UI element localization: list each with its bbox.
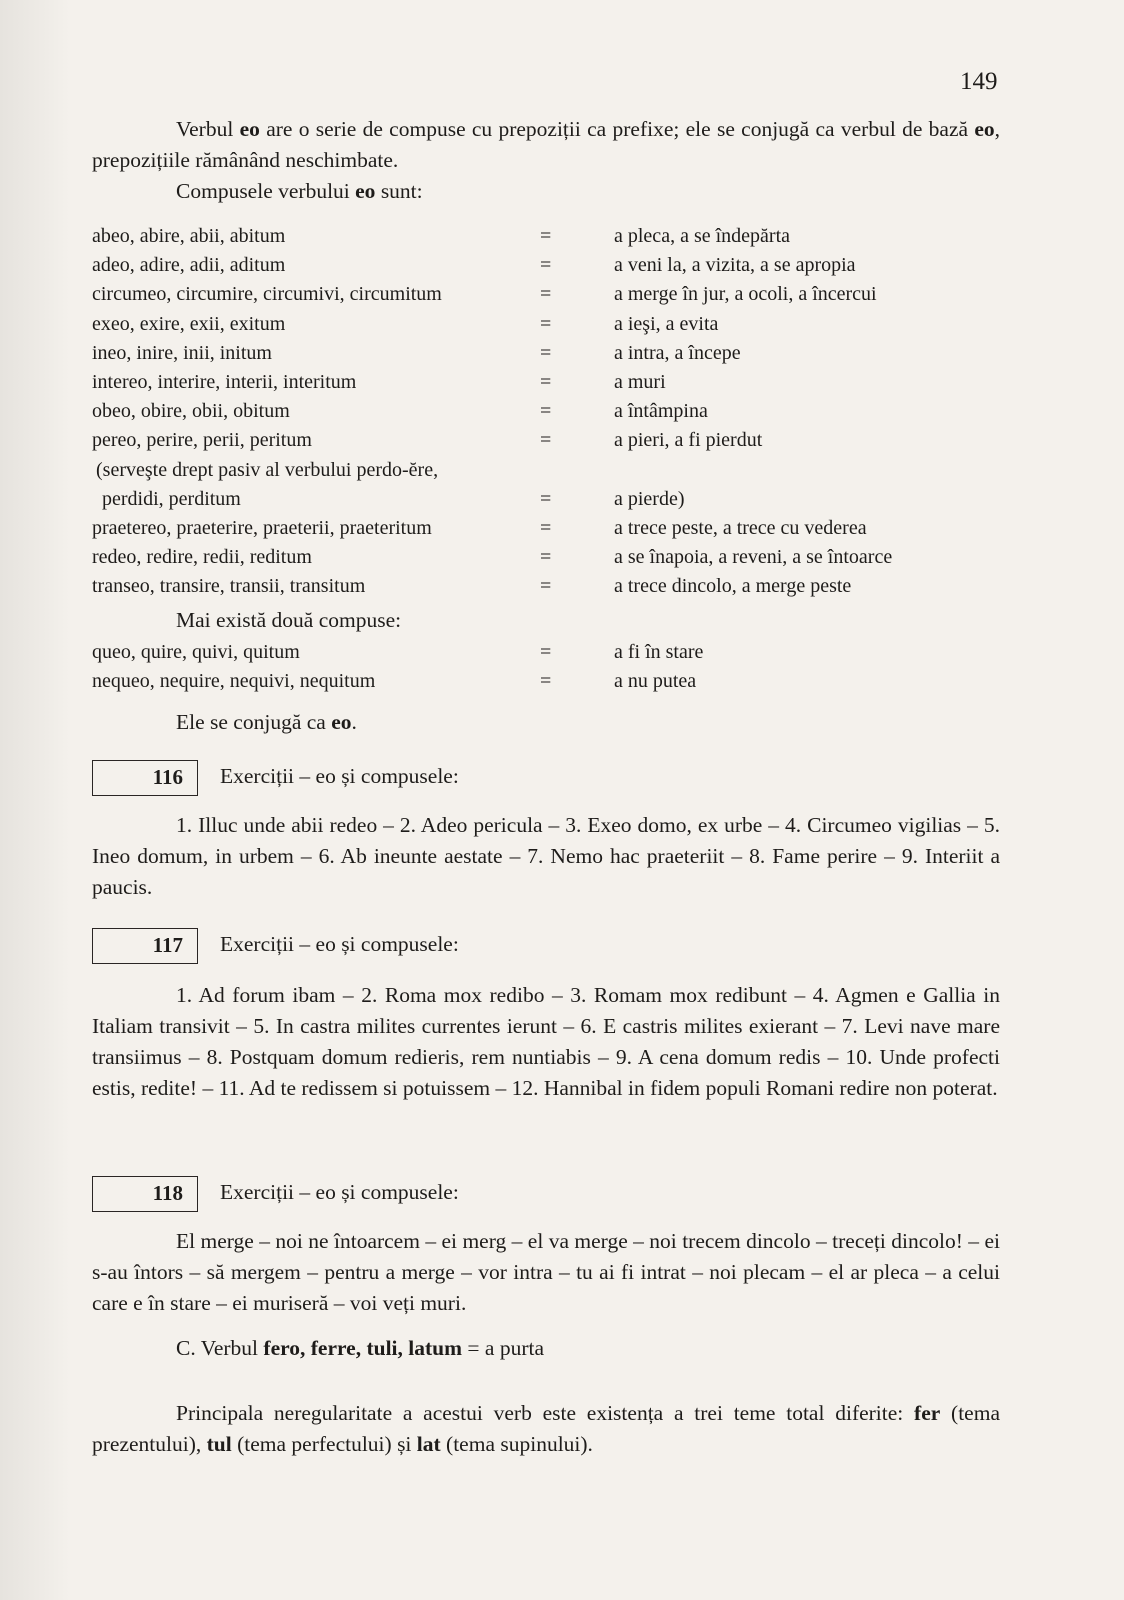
compound-row	[92, 280, 992, 309]
principal-text: Principala neregularitate a acestui verb este existența a trei teme total diferite:	[176, 1401, 915, 1425]
latin-form: abeo, abire, abii, abitum	[92, 225, 286, 247]
compound-row	[92, 514, 992, 543]
exercise-title: Exerciții – eo și compusele:	[220, 764, 459, 788]
principal-text: (tema prezentului),	[92, 1401, 1000, 1456]
exercise-text: 1. Ad forum ibam – 2. Roma mox redibo – 3. Romam mox redibunt – 4. Agmen e Gallia in Italiam transivit – 5. In castra milites currentes ierunt – 6. E castris milites exierant – 7. Levi nave mare transiimus – 8. Postquam domum redieris, rem nuntiabis – 9. A cena domum redis – 10. Unde profecti estis, redite! – 11. Ad te redissem si potuissem – 12. Hannibal in fidem populi Romani redire non poterat.	[92, 983, 1000, 1100]
latin-form: perdidi, perditum	[102, 487, 241, 510]
equals-sign: =	[540, 400, 552, 423]
principal-paragraph	[92, 1398, 1000, 1460]
compound-row	[92, 638, 992, 667]
intro-text: Verbul	[176, 117, 240, 141]
latin-form: pereo, perire, perii, peritum	[92, 429, 312, 452]
latin-form: (serveşte drept pasiv al verbului perdo-ĕre,	[96, 458, 439, 481]
compound-row	[92, 667, 992, 696]
romanian-meaning: a se înapoia, a reveni, a se întoarce	[614, 546, 893, 569]
romanian-meaning: a fi în stare	[614, 641, 704, 663]
compound-row	[92, 572, 992, 601]
conjugate-note-text: .	[351, 710, 357, 734]
latin-form: queo, quire, quivi, quitum	[92, 641, 300, 663]
latin-form: exeo, exire, exii, exitum	[92, 312, 286, 335]
principal-text: (tema supinului).	[440, 1432, 593, 1456]
romanian-meaning: a întâmpina	[614, 400, 708, 423]
intro-verb: eo	[974, 117, 995, 141]
equals-sign: =	[540, 487, 552, 510]
exercise-text: El merge – noi ne întoarcem – ei merg – el va merge – noi trecem dincolo – treceți dincolo! – ei s-au întors – să mergem – pentru a merge – vor intra – tu ai fi intrat – noi plecam – el ar pleca – a celui care e în stare – ei muriseră – voi veți muri.	[92, 1229, 1000, 1315]
compound-row	[92, 368, 992, 397]
latin-form: circumeo, circumire, circumivi, circumitum	[92, 283, 442, 306]
latin-form: ineo, inire, inii, initum	[92, 341, 272, 364]
romanian-meaning: a nu putea	[614, 670, 697, 693]
equals-sign: =	[540, 312, 552, 335]
romanian-meaning: a pieri, a fi pierdut	[614, 429, 763, 452]
compound-row	[92, 251, 992, 280]
compounds-table	[92, 222, 992, 601]
romanian-meaning: a ieşi, a evita	[614, 312, 719, 335]
exercise-title: Exerciții – eo și compusele:	[220, 1180, 459, 1204]
romanian-meaning: a pierde)	[614, 487, 685, 510]
compound-row	[92, 222, 992, 251]
compound-row	[92, 456, 992, 485]
conjugate-note-verb: eo	[331, 710, 352, 734]
romanian-meaning: a trece peste, a trece cu vederea	[614, 516, 867, 539]
compound-row	[92, 397, 992, 426]
conjugate-note	[176, 710, 357, 735]
principal-stem: fer	[914, 1401, 941, 1425]
section-c-text: C. Verbul	[176, 1336, 264, 1360]
compound-row	[92, 485, 992, 514]
compounds-intro-verb: eo	[355, 179, 376, 203]
page-number: 149	[960, 68, 998, 95]
exercise-title: Exerciții – eo și compusele:	[220, 932, 459, 956]
equals-sign: =	[540, 575, 552, 598]
two-more-heading: Mai există două compuse:	[176, 608, 402, 632]
equals-sign: =	[540, 641, 552, 663]
intro-verb: eo	[239, 117, 260, 141]
section-c-text: = a purta	[462, 1336, 544, 1360]
equals-sign: =	[540, 341, 552, 364]
compound-row	[92, 310, 992, 339]
exercise-number: 118	[152, 1181, 183, 1205]
romanian-meaning: a merge în jur, a ocoli, a încercui	[614, 283, 877, 306]
section-c-heading	[176, 1336, 544, 1361]
extra-compounds-table	[92, 638, 992, 696]
compound-row	[92, 426, 992, 455]
latin-form: transeo, transire, transii, transitum	[92, 575, 366, 598]
section-c-verb: fero, ferre, tuli, latum	[263, 1336, 463, 1360]
exercise-number: 116	[152, 765, 183, 789]
intro-paragraph	[92, 114, 1000, 176]
romanian-meaning: a muri	[614, 370, 666, 393]
latin-form: nequeo, nequire, nequivi, nequitum	[92, 670, 376, 693]
equals-sign: =	[540, 283, 552, 306]
latin-form: redeo, redire, redii, reditum	[92, 546, 312, 569]
romanian-meaning: a pleca, a se îndepărta	[614, 225, 791, 247]
latin-form: obeo, obire, obii, obitum	[92, 400, 290, 423]
equals-sign: =	[540, 429, 552, 452]
latin-form: adeo, adire, adii, aditum	[92, 254, 286, 277]
equals-sign: =	[540, 370, 552, 393]
principal-stem: tul	[206, 1432, 232, 1456]
romanian-meaning: a veni la, a vizita, a se apropia	[614, 254, 856, 277]
romanian-meaning: a intra, a începe	[614, 341, 741, 364]
intro-text: are o serie de compuse cu prepoziții ca prefixe; ele se conjugă ca verbul de bază	[259, 117, 975, 141]
compounds-intro-text: sunt:	[375, 179, 423, 203]
exercise-number: 117	[152, 933, 183, 957]
latin-form: praetereo, praeterire, praeterii, praeteritum	[92, 516, 432, 539]
conjugate-note-text: Ele se conjugă ca	[176, 710, 332, 734]
equals-sign: =	[540, 670, 552, 693]
exercise-number-box	[92, 760, 198, 796]
equals-sign: =	[540, 516, 552, 539]
equals-sign: =	[540, 546, 552, 569]
romanian-meaning: a trece dincolo, a merge peste	[614, 575, 852, 598]
exercise-text: 1. Illuc unde abii redeo – 2. Adeo pericula – 3. Exeo domo, ex urbe – 4. Circumeo vigilias – 5. Ineo domum, in urbem – 6. Ab ineunte aestate – 7. Nemo hac praeteriit – 8. Fame perire – 9. Interiit a paucis.	[92, 813, 1000, 899]
principal-text: (tema perfectului) și	[231, 1432, 417, 1456]
equals-sign: =	[540, 254, 552, 277]
latin-form: intereo, interire, interii, interitum	[92, 370, 357, 393]
exercise-number-box	[92, 928, 198, 964]
compound-row	[92, 543, 992, 572]
principal-stem: lat	[416, 1432, 441, 1456]
compound-row	[92, 339, 992, 368]
compounds-intro	[176, 176, 1084, 207]
intro-text: , prepozițiile rămânând neschimbate.	[92, 117, 1000, 172]
equals-sign: =	[540, 225, 552, 247]
exercise-number-box	[92, 1176, 198, 1212]
book-spine-shadow	[0, 0, 70, 1600]
compounds-intro-text: Compusele verbului	[176, 179, 356, 203]
